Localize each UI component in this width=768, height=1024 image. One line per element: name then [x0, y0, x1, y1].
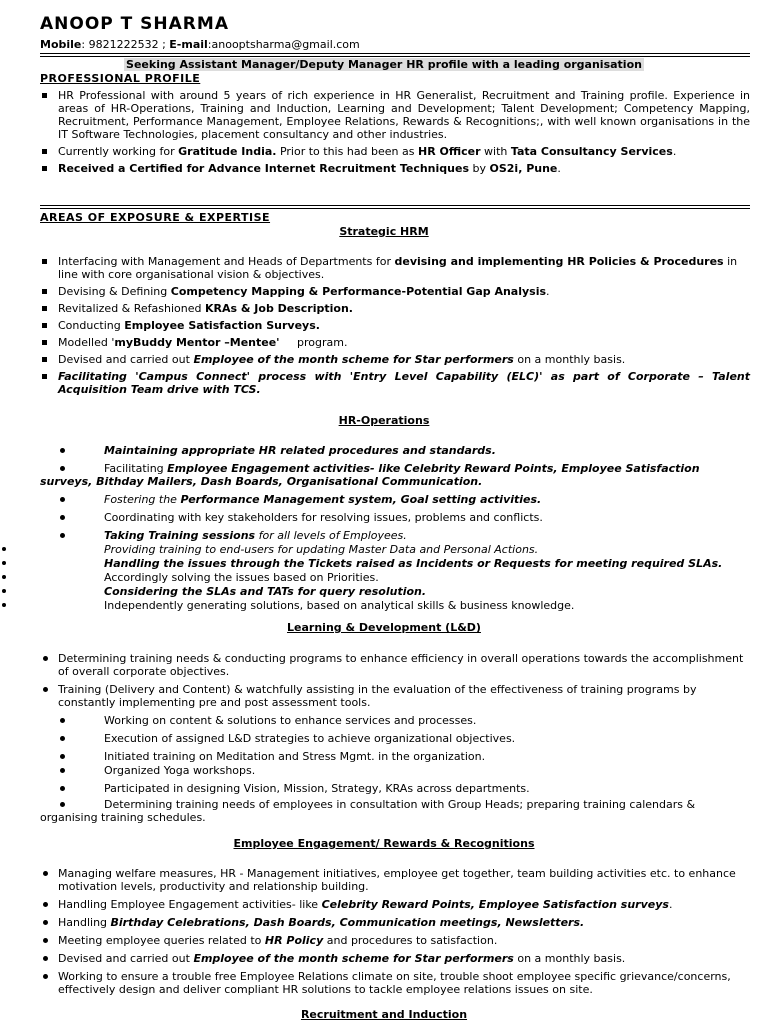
list-item: Fostering the Performance Management system, Goal setting activities. [40, 493, 750, 506]
divider [40, 205, 750, 206]
list-item: Providing training to end-users for updating Master Data and Personal Actions. [40, 543, 750, 556]
list-item: Participated in designing Vision, Mission, Strategy, KRAs across departments. [40, 782, 750, 795]
list-item: Handling Employee Engagement activities- like Celebrity Reward Points, Employee Satisfaction surveys. [40, 898, 750, 911]
list-item: Execution of assigned L&D strategies to achieve organizational objectives. [40, 732, 750, 745]
divider [40, 53, 750, 54]
list-item: Facilitating Employee Engagement activities- like Celebrity Reward Points, Employee Satisfaction surveys, Bithday Mailers, Dash Boards, Organisational Communication. [40, 462, 750, 488]
learning-development-list [40, 652, 750, 829]
subheading-learning-development: Learning & Development (L&D) [287, 621, 481, 634]
list-item: HR Professional with around 5 years of rich experience in HR Generalist, Recruitment and Training profile. Experience in areas of HR-Operations, Training and Induction, Learning and Development; Talent Development; Competency Mapping, Recruitment, Performance Management, Employee Relations, Rewards & Recognitions;, with well known organisations in the IT Software Technologies, placement consultancy and other industries. [40, 89, 750, 141]
mobile-label: Mobile [40, 38, 82, 51]
list-item: Accordingly solving the issues based on Priorities. [40, 571, 750, 584]
divider [40, 56, 750, 57]
list-item: Initiated training on Meditation and Stress Mgmt. in the organization. [40, 750, 750, 763]
subheading-strategic-hrm: Strategic HRM [339, 225, 429, 238]
mobile-number: : 9821222532 ; [81, 38, 170, 51]
list-item: Independently generating solutions, based on analytical skills & business knowledge. [40, 599, 750, 612]
list-item: Coordinating with key stakeholders for resolving issues, problems and conflicts. [40, 511, 750, 524]
employee-engagement-list [40, 867, 750, 1001]
list-item: Modelled 'myBuddy Mentor –Mentee' program. [40, 336, 750, 349]
strategic-list [40, 255, 750, 400]
hr-operations-list [40, 444, 750, 613]
list-item: Taking Training sessions for all levels of Employees. [40, 529, 750, 542]
list-item: Maintaining appropriate HR related procedures and standards. [40, 444, 750, 457]
list-item: Handling Birthday Celebrations, Dash Boards, Communication meetings, Newsletters. [40, 916, 750, 929]
list-item: Managing welfare measures, HR - Management initiatives, employee get together, team building activities etc. to enhance motivation levels, productivity and relationship building. [40, 867, 750, 893]
list-item: Handling the issues through the Tickets raised as Incidents or Requests for meeting required SLAs. [40, 557, 750, 570]
profile-list [40, 89, 750, 179]
list-item: Devised and carried out Employee of the month scheme for Star performers on a monthly basis. [40, 353, 750, 366]
objective: Seeking Assistant Manager/Deputy Manager HR profile with a leading organisation [126, 58, 642, 71]
candidate-name: ANOOP T SHARMA [40, 14, 229, 34]
list-item: Facilitating 'Campus Connect' process with 'Entry Level Capability (ELC)' as part of Corporate – Talent Acquisition Team drive with TCS. [40, 370, 750, 396]
section-title-profile: PROFESSIONAL PROFILE [40, 72, 201, 85]
list-item: Organized Yoga workshops. [40, 764, 750, 777]
list-item: Working to ensure a trouble free Employee Relations climate on site, trouble shoot employee specific grievance/concerns, effectively design and deliver compliant HR solutions to tackle employee relations issues on site. [40, 970, 750, 996]
list-item: Devising & Defining Competency Mapping & Performance-Potential Gap Analysis. [40, 285, 750, 298]
list-item: Currently working for Gratitude India. Prior to this had been as HR Officer with Tata Consultancy Services. [40, 145, 750, 158]
list-item: Conducting Employee Satisfaction Surveys. [40, 319, 750, 332]
contact-line [40, 38, 360, 51]
list-item: Devised and carried out Employee of the month scheme for Star performers on a monthly basis. [40, 952, 750, 965]
list-item: Training (Delivery and Content) & watchfully assisting in the evaluation of the effectiveness of training programs by constantly implementing pre and post assessment tools. [40, 683, 750, 709]
subheading-employee-engagement: Employee Engagement/ Rewards & Recognitions [233, 837, 535, 850]
email-label: E-mail [169, 38, 208, 51]
list-item: Meeting employee queries related to HR Policy and procedures to satisfaction. [40, 934, 750, 947]
subheading-hr-operations: HR-Operations [338, 414, 430, 427]
divider [40, 208, 750, 209]
subheading-recruitment-induction: Recruitment and Induction [300, 1008, 468, 1021]
list-item: Determining training needs of employees in consultation with Group Heads; preparing training calendars & organising training schedules. [40, 798, 750, 824]
list-item: Determining training needs & conducting programs to enhance efficiency in overall operations towards the accomplishment of overall corporate objectives. [40, 652, 750, 678]
list-item: Received a Certified for Advance Internet Recruitment Techniques by OS2i, Pune. [40, 162, 750, 175]
email-address: :anooptsharma@gmail.com [207, 38, 360, 51]
list-item: Interfacing with Management and Heads of Departments for devising and implementing HR Policies & Procedures in line with core organisational vision & objectives. [40, 255, 750, 281]
list-item: Considering the SLAs and TATs for query resolution. [40, 585, 750, 598]
list-item: Working on content & solutions to enhance services and processes. [40, 714, 750, 727]
section-title-areas: AREAS OF EXPOSURE & EXPERTISE [40, 211, 271, 224]
list-item: Revitalized & Refashioned KRAs & Job Description. [40, 302, 750, 315]
